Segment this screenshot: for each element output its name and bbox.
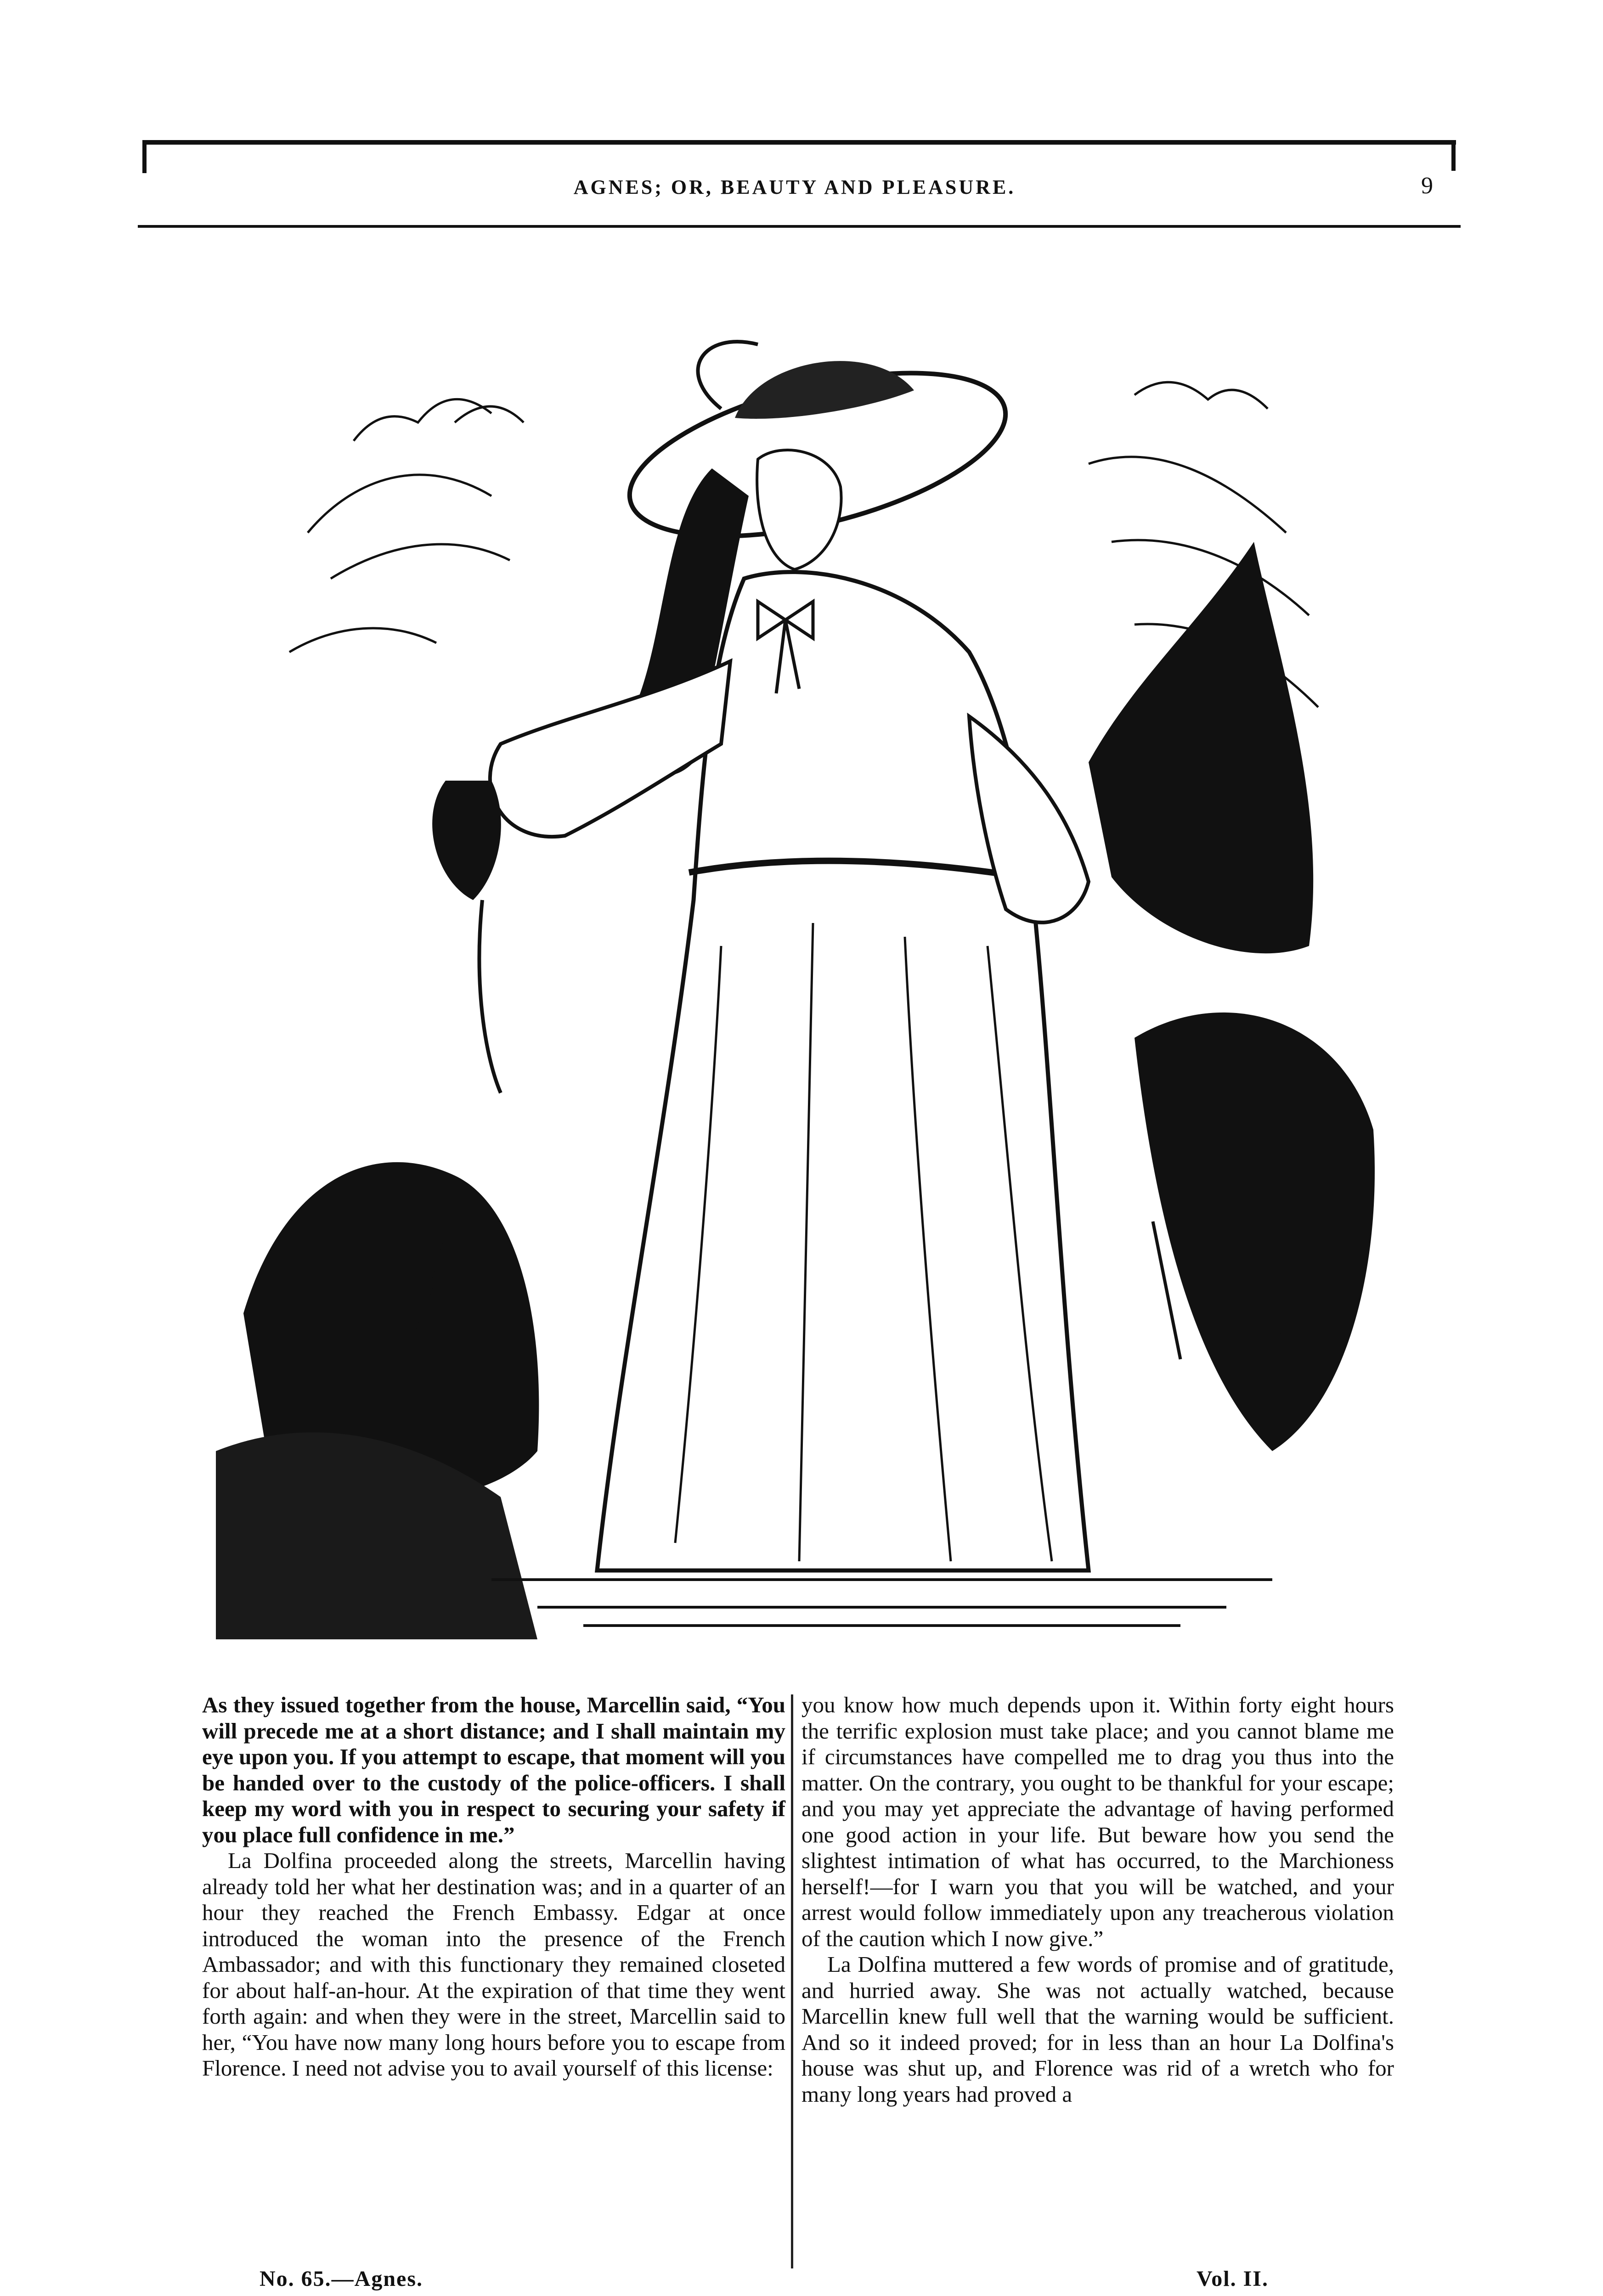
paragraph: La Dolfina muttered a few words of promise and of gratitude, and hurried away. She was not actually watched, because Marcellin knew full well that the warning would be sufficient. And so it indeed proved; for in less than an hour La Dolfina's house was shut up, and Florence was rid of a wretch who for many long years had proved a bbox=[802, 1952, 1394, 2107]
header-rule-tick-right bbox=[1451, 143, 1456, 171]
header-rule-tick-left bbox=[142, 140, 147, 173]
paragraph: you know how much depends upon it. Within forty eight hours the terrific explosion must take place; and you cannot blame me if circumstances have compelled me to drag you thus into the matter. On the contrary, you ought to be thankful for your escape; and you may yet appreciate the advantage of having performed one good action in your life. But beware how you send the slightest intimation of what has occurred, to the Marchioness herself!—for I warn you that you will be watched, and your arrest would follow immediately upon any treacherous violation of the caution which I now give.” bbox=[802, 1692, 1394, 1951]
text-column-left bbox=[202, 1692, 785, 2082]
paragraph: La Dolfina proceeded along the streets, Marcellin having already told her what her destination was; and in a quarter of an hour they reached the French Embassy. Edgar at once introduced the woman into the presence of the French Ambassador; and with this functionary they remained closeted for about half-an-hour. At the expiration of that time they went forth again: and when they were in the street, Marcellin said to her, “You have now many long hours before you to escape from Florence. I need not advise you to avail yourself of this license: bbox=[202, 1848, 785, 2081]
running-head-title: AGNES; OR, BEAUTY AND PLEASURE. bbox=[573, 176, 1016, 198]
page-number: 9 bbox=[1421, 173, 1433, 199]
paragraph: As they issued together from the house, Marcellin said, “You will precede me at a short distance; and I shall maintain my eye upon you. If you attempt to escape, that moment will you be handed over to the custody of the police-officers. I shall keep my word with you in respect to securing your safety if you place full confidence in me.” bbox=[202, 1692, 785, 1847]
volume-number: Vol. II. bbox=[1197, 2267, 1269, 2291]
column-divider bbox=[791, 1694, 793, 2268]
header-rule-top bbox=[143, 140, 1456, 145]
engraving-illustration bbox=[216, 303, 1392, 1639]
engraving-woman-in-hat-icon bbox=[216, 303, 1392, 1639]
issue-number: No. 65.—Agnes. bbox=[260, 2267, 423, 2291]
header-rule-bottom bbox=[138, 225, 1461, 228]
text-column-right bbox=[802, 1692, 1394, 2107]
